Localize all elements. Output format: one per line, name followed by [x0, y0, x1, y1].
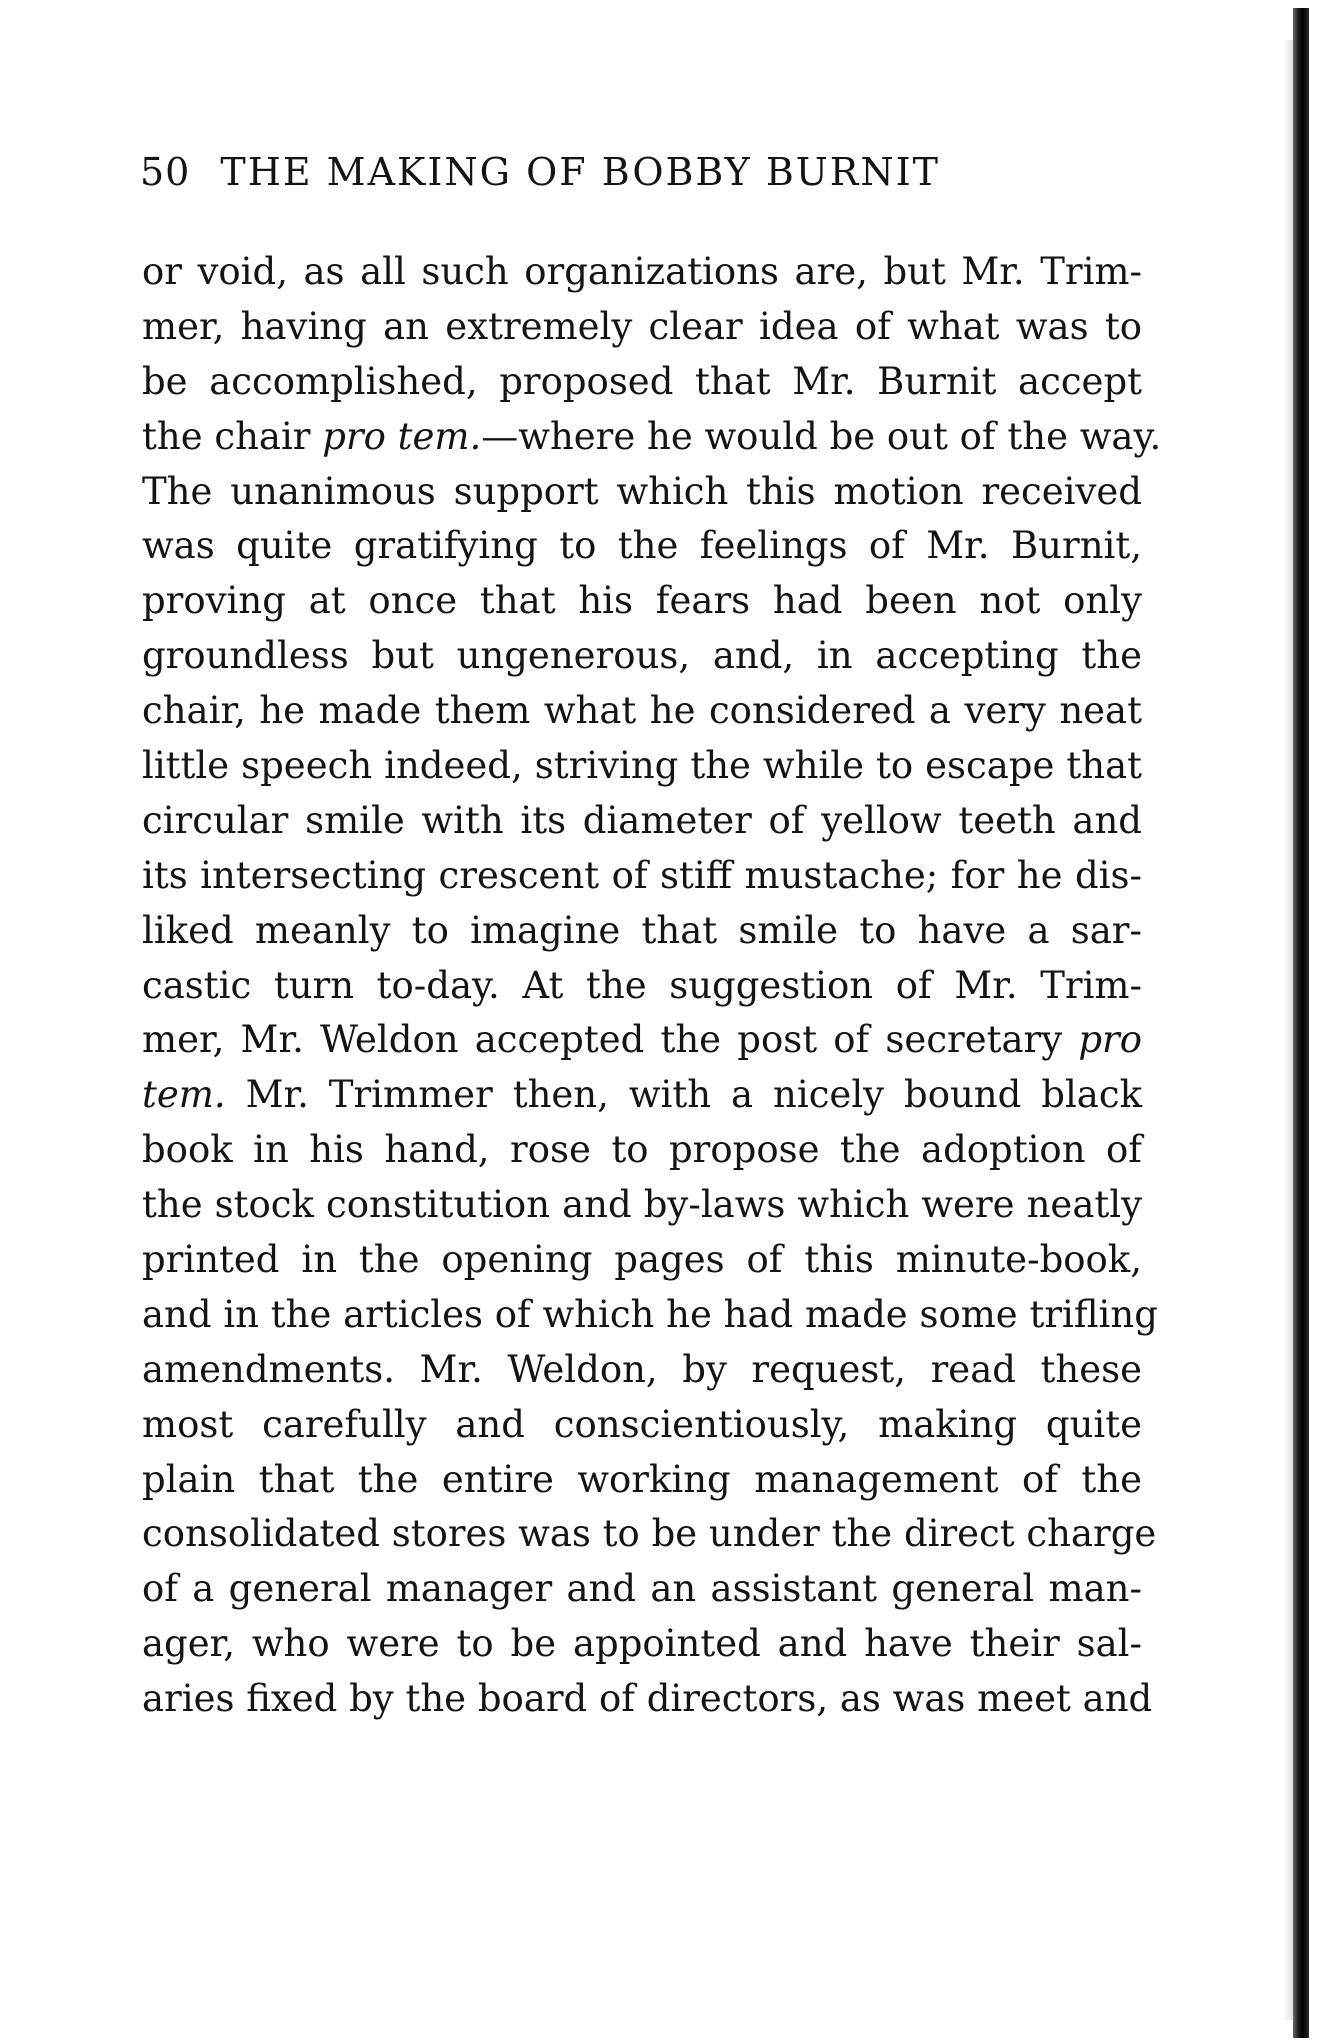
text-run: mer, Mr. Weldon accepted the post of secretary [142, 1018, 1079, 1062]
text-run: the chair [142, 414, 323, 458]
italic-text: tem. [142, 1073, 226, 1117]
text-line: mer, having an extremely clear idea of what was to [142, 304, 1142, 348]
text-line: chair, he made them what he considered a very neat [142, 689, 1142, 733]
text-line: The unanimous support which this motion received [142, 469, 1142, 513]
text-line: of a general manager and an assistant general man- [142, 1567, 1142, 1611]
italic-text: pro [1078, 1018, 1142, 1062]
text-line: book in his hand, rose to propose the adoption of [142, 1128, 1142, 1172]
text-line: little speech indeed, striving the while to escape that [142, 744, 1142, 788]
text-line [142, 1068, 1142, 1123]
text-run: Mr. Trimmer then, with a nicely bound black [225, 1073, 1142, 1117]
text-line: ager, who were to be appointed and have their sal- [142, 1622, 1142, 1666]
text-line: most carefully and conscientiously, making quite [142, 1402, 1142, 1446]
text-line: proving at once that his fears had been not only [142, 579, 1142, 623]
text-line: be accomplished, proposed that Mr. Burnit accept [142, 359, 1142, 403]
text-line: the stock constitution and by-laws which were neatly [142, 1183, 1142, 1227]
text-line: plain that the entire working management of the [142, 1457, 1142, 1501]
text-line [142, 1013, 1142, 1068]
page-edge-shadow [1283, 40, 1293, 2020]
italic-text: pro tem. [322, 414, 482, 458]
text-line [142, 410, 1162, 465]
text-line: aries fixed by the board of directors, as was meet and [142, 1677, 1153, 1721]
running-title: THE MAKING OF BOBBY BURNIT [220, 150, 940, 194]
text-line: and in the articles of which he had made some trifling [142, 1292, 1158, 1336]
text-line: groundless but ungenerous, and, in accepting the [142, 634, 1142, 678]
book-binding-edge [1293, 8, 1309, 2038]
body-text [142, 245, 1162, 1727]
text-line: castic turn to-day. At the suggestion of Mr. Trim- [142, 963, 1142, 1007]
text-line: printed in the opening pages of this minute-book, [142, 1238, 1142, 1282]
text-run: —where he would be out of the way. [481, 414, 1162, 458]
text-line: was quite gratifying to the feelings of Mr. Burnit, [142, 524, 1142, 568]
text-line: or void, as all such organizations are, but Mr. Trim- [142, 250, 1142, 293]
text-line: circular smile with its diameter of yellow teeth and [142, 798, 1142, 842]
page-number: 50 [140, 150, 191, 194]
text-line: consolidated stores was to be under the direct charge [142, 1512, 1157, 1556]
text-line: amendments. Mr. Weldon, by request, read these [142, 1347, 1142, 1391]
page-header [140, 150, 940, 194]
text-line: liked meanly to imagine that smile to have a sar- [142, 908, 1142, 952]
text-line: its intersecting crescent of stiff mustache; for he dis- [142, 853, 1142, 897]
